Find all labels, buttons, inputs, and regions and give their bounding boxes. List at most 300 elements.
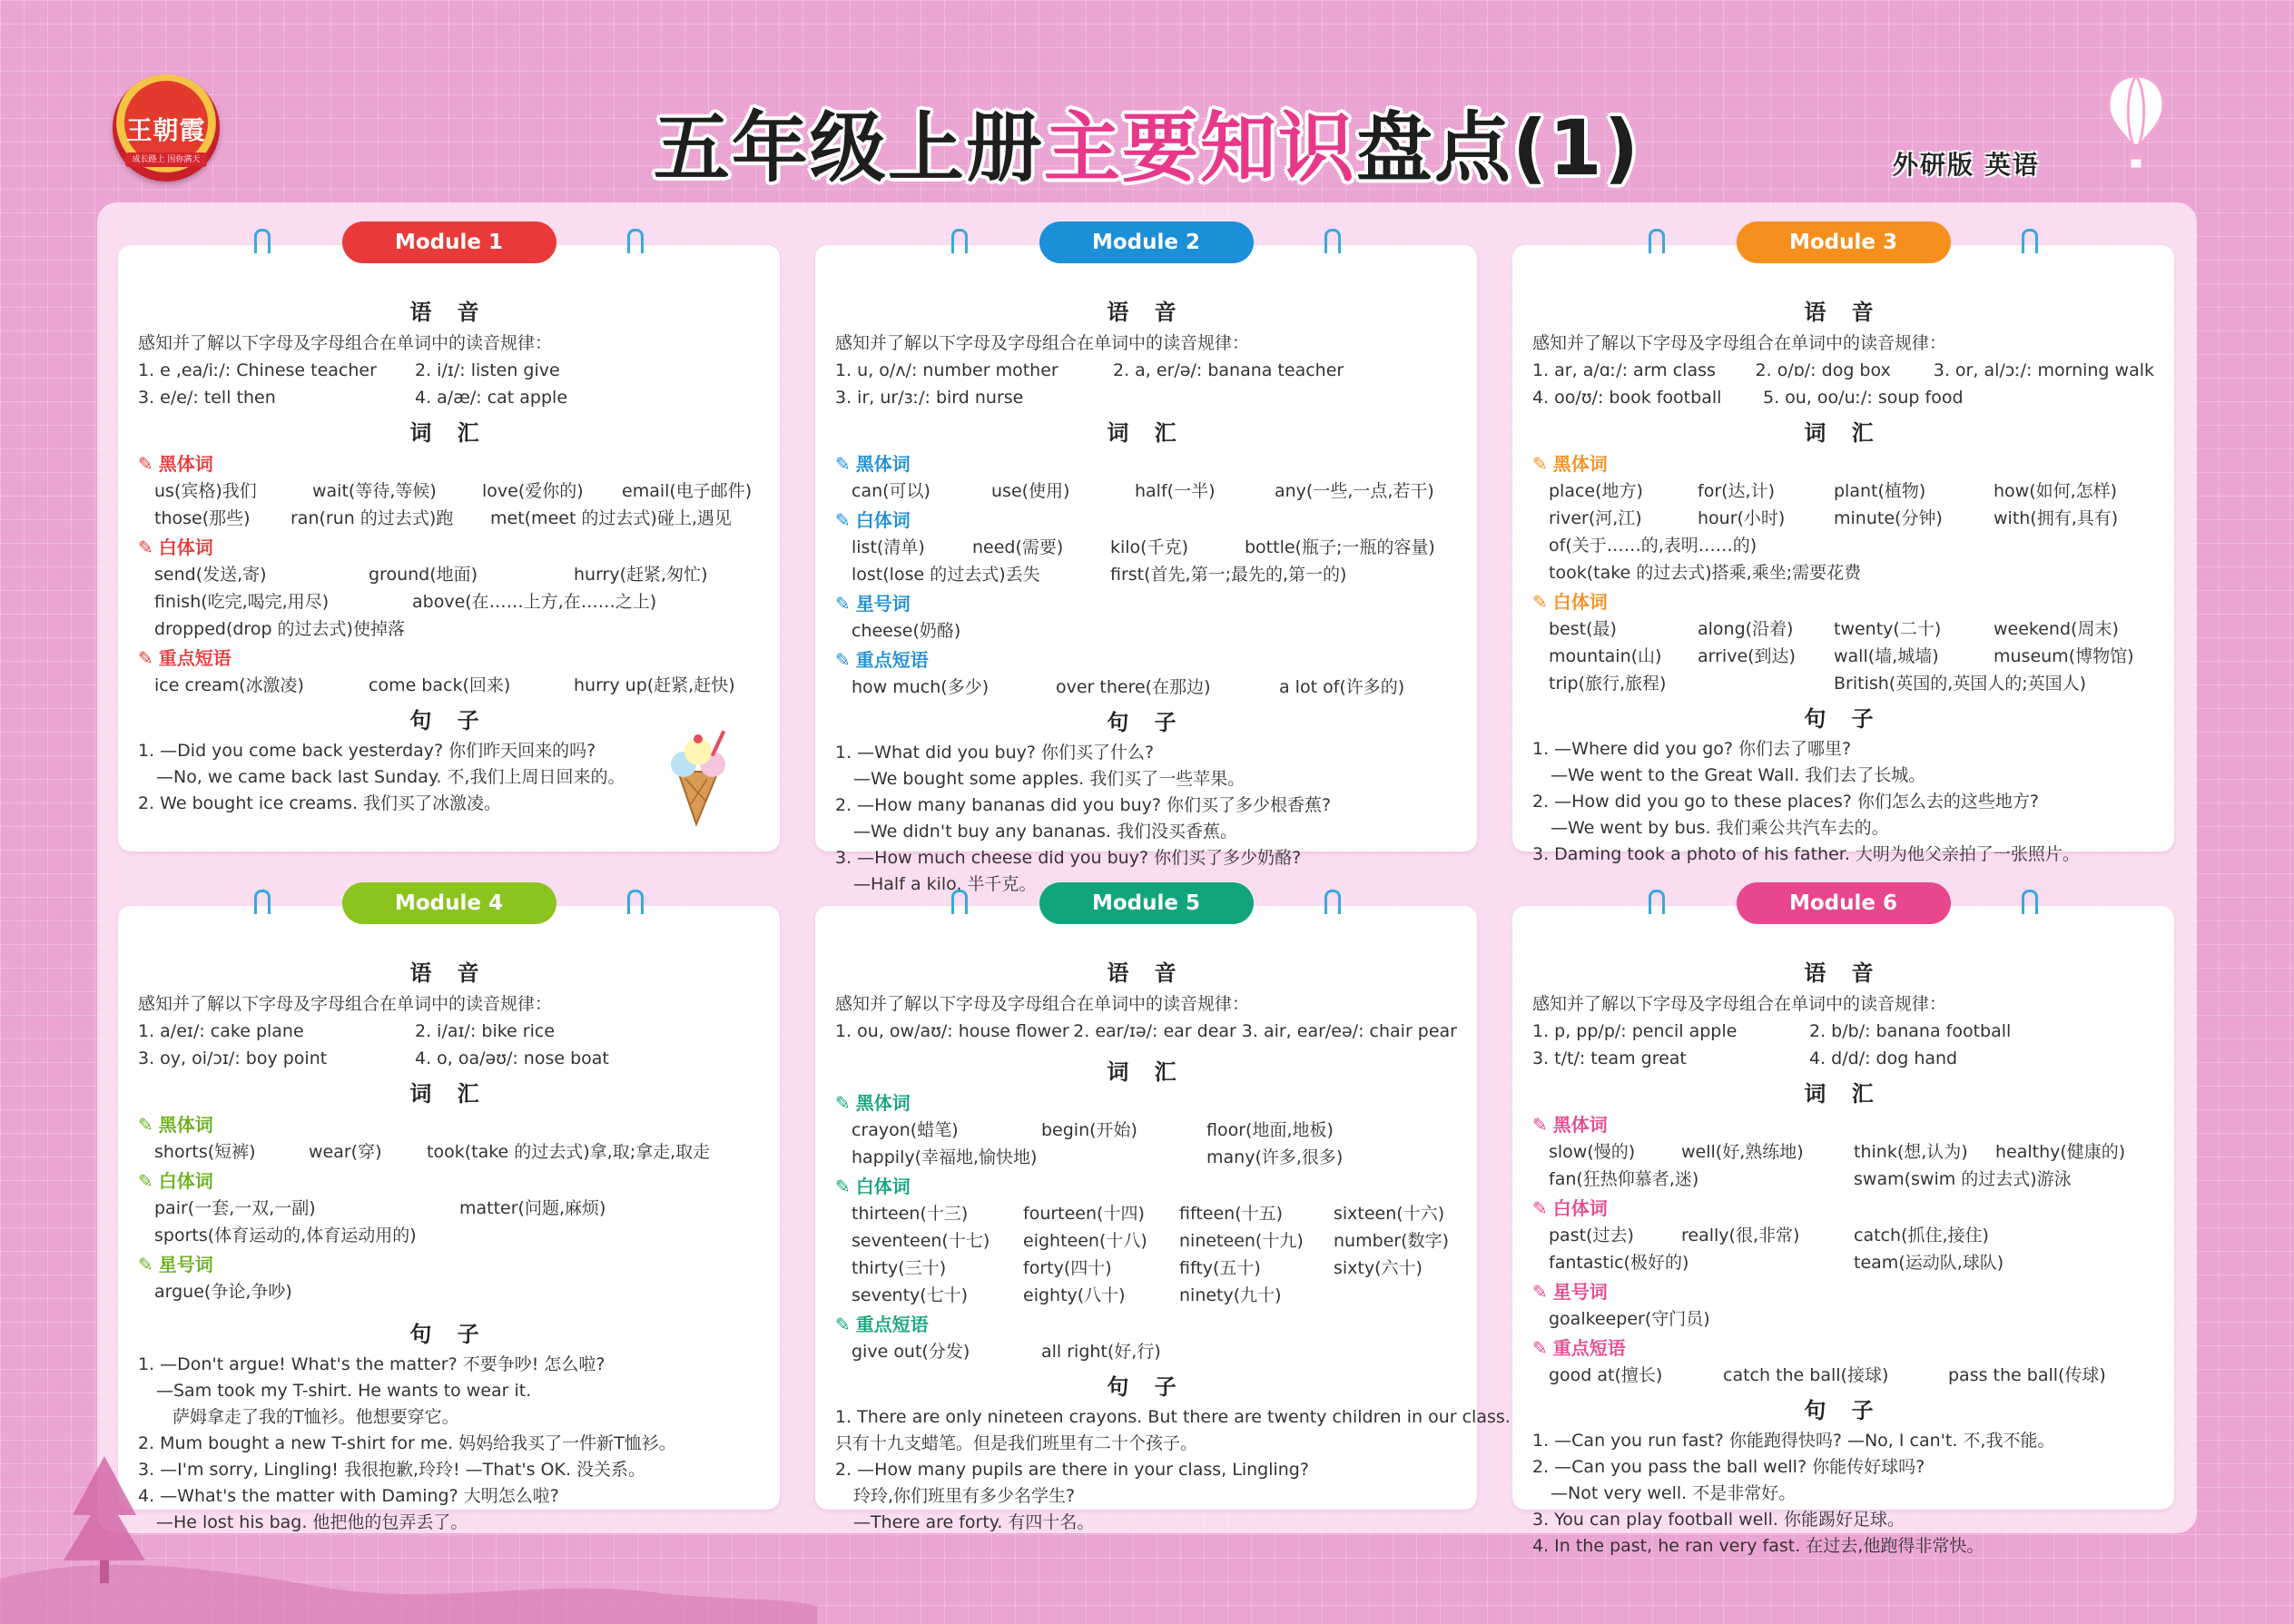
sentence-line: —We went to the Great Wall. 我们去了长城。: [1551, 765, 1926, 785]
category-label: 重点短语: [855, 1314, 929, 1335]
vocab-row: [1532, 1166, 2154, 1193]
phonics-row: [1532, 357, 2154, 384]
sentence-heading: 句 子: [1804, 706, 1883, 732]
tree-decoration: [54, 1452, 154, 1588]
edition-subtitle: 外研版 英语: [1893, 150, 2040, 180]
sentence-line: —We didn't buy any bananas. 我们没买香蕉。: [853, 822, 1237, 842]
title-part-2: 主要知识: [1043, 103, 1356, 192]
vocab-row: [835, 1117, 1457, 1144]
phonics-item: 3. or, al/ɔː/: morning walk: [1933, 360, 2154, 380]
category-heading: [1532, 1195, 2154, 1222]
vocab-item: pair(一套,一双,一副): [154, 1198, 316, 1218]
category-label: 黑体词: [158, 1114, 213, 1136]
pencil-icon: ✎: [835, 1092, 851, 1114]
vocab-row: [1532, 1138, 2154, 1166]
category-label: 星号词: [1552, 1281, 1608, 1303]
vocab-row: [835, 1200, 1457, 1227]
phonics-row: [138, 384, 760, 411]
pencil-icon: ✎: [835, 1176, 851, 1197]
sentence-heading: 句 子: [1107, 1374, 1186, 1400]
sentence-line: 2. —How many bananas did you buy? 你们买了多少根香蕉?: [835, 795, 1332, 815]
module-4-badge: Module 4: [342, 882, 556, 924]
sentence-heading: 句 子: [409, 1322, 488, 1347]
phonics-intro: 感知并了解以下字母及字母组合在单词中的读音规律：: [835, 333, 1250, 353]
binder-ring: [951, 890, 968, 914]
phonics-item: 4. oo/ʊ/: book football: [1532, 388, 1722, 408]
vocab-heading: 词 汇: [1107, 1059, 1186, 1085]
vocab-item: send(发送,寄): [154, 565, 267, 585]
vocab-item: for(达,计): [1698, 481, 1775, 501]
category-heading: [138, 1251, 760, 1278]
vocab-item: trip(旅行,旅程): [1549, 674, 1667, 694]
sentence-line: 2. —Can you pass the ball well? 你能传好球吗?: [1532, 1457, 1925, 1477]
vocab-row: [138, 672, 760, 699]
sentence-line: 萨姆拿走了我的T恤衫。他想要穿它。: [172, 1407, 459, 1427]
phonics-row: [138, 1018, 760, 1045]
pencil-icon: ✎: [138, 536, 153, 558]
vocab-item: British(英国的,英国人的;英国人): [1834, 674, 2087, 694]
vocab-item: eighteen(十八): [1023, 1231, 1147, 1251]
sentence-heading: 句 子: [1804, 1398, 1883, 1423]
binder-ring: [254, 890, 271, 914]
sentence-line: —We went by bus. 我们乘公共汽车去的。: [1551, 818, 1889, 838]
vocab-item: all right(好,行): [1041, 1342, 1161, 1362]
sentence-line: 3. —How much cheese did you buy? 你们买了多少奶酪?: [835, 848, 1302, 868]
phonics-row: [138, 357, 760, 384]
sentence-line: 3. —I'm sorry, Lingling! 我很抱歉,玲玲! —That's OK. 没关系。: [138, 1460, 646, 1480]
logo-text: 王朝霞: [126, 115, 206, 145]
sentence-line: —Not very well. 不是非常好。: [1551, 1483, 1797, 1503]
vocab-item: need(需要): [972, 537, 1064, 557]
sentence-line: 1. —What did you buy? 你们买了什么?: [835, 743, 1155, 763]
vocab-item: matter(问题,麻烦): [459, 1198, 606, 1218]
module-6-card: [1512, 891, 2174, 1556]
vocab-item: over there(在那边): [1056, 677, 1211, 697]
vocab-row: [835, 1338, 1457, 1365]
phonics-intro: 感知并了解以下字母及字母组合在单词中的读音规律：: [835, 994, 1250, 1014]
vocab-item: us(宾格)我们: [154, 481, 257, 501]
ice-cream-icon: [660, 728, 736, 828]
pencil-icon: ✎: [835, 593, 851, 615]
category-heading: [1532, 1111, 2154, 1138]
category-heading: [835, 1311, 1457, 1338]
vocab-row: [138, 588, 760, 615]
category-heading: [1532, 450, 2154, 477]
phonics-heading: 语 音: [1804, 300, 1883, 325]
sentence-line: 4. —What's the matter with Daming? 大明怎么啦?: [138, 1486, 559, 1506]
pencil-icon: ✎: [138, 1170, 153, 1192]
module-2-badge: Module 2: [1039, 221, 1254, 263]
vocab-item: really(很,非常): [1681, 1225, 1800, 1245]
vocab-row: [835, 1282, 1457, 1309]
sentence-line: 1. —Can you run fast? 你能跑得快吗? —No, I can't. 不,我不能。: [1532, 1431, 2055, 1451]
sentence-line: —Sam took my T-shirt. He wants to wear it.: [156, 1381, 532, 1401]
pencil-icon: ✎: [138, 647, 153, 669]
sentence-line: 1. —Don't argue! What's the matter? 不要争吵! 怎么啦?: [138, 1354, 605, 1374]
module-5-card: [815, 891, 1511, 1532]
vocab-item: place(地方): [1549, 481, 1643, 501]
vocab-item: use(使用): [991, 481, 1070, 501]
binder-ring: [627, 890, 644, 914]
vocab-item: healthy(健康的): [1995, 1142, 2126, 1162]
vocab-item: weekend(周末): [1994, 619, 2119, 639]
sentence-line: —He lost his bag. 他把他的包弄丢了。: [156, 1512, 468, 1532]
vocab-row: [835, 534, 1457, 561]
vocab-row: [1532, 615, 2154, 643]
pencil-icon: ✎: [138, 453, 153, 475]
vocab-item: wait(等待,等候): [312, 481, 437, 501]
vocab-item: museum(博物馆): [1994, 646, 2134, 666]
pencil-icon: ✎: [1532, 1197, 1548, 1219]
vocab-row: [835, 1255, 1457, 1282]
sentence-line: 4. In the past, he ran very fast. 在过去,他跑得非常快。: [1532, 1536, 1984, 1556]
sentence-line: —We bought some apples. 我们买了一些苹果。: [853, 769, 1245, 789]
vocab-item: of(关于……的,表明……的): [1549, 536, 1757, 556]
category-label: 星号词: [158, 1254, 213, 1275]
sentence-line: —No, we came back last Sunday. 不,我们上周日回来的。: [156, 767, 625, 787]
sentence-line: 2. —How many pupils are there in your class, Lingling?: [835, 1460, 1309, 1480]
vocab-row: [138, 1138, 760, 1166]
phonics-item: 2. ear/ɪə/: ear dear: [1073, 1021, 1236, 1041]
vocab-item: cheese(奶酪): [852, 621, 961, 641]
category-heading: [138, 1167, 760, 1195]
vocab-row: [1532, 1362, 2154, 1389]
sentence-line: 3. Daming took a photo of his father. 大明为他父亲拍了一张照片。: [1532, 844, 2080, 864]
vocab-item: along(沿着): [1698, 619, 1794, 639]
vocab-item: half(一半): [1135, 481, 1216, 501]
module-1-card: [118, 231, 780, 851]
phonics-intro: 感知并了解以下字母及字母组合在单词中的读音规律：: [1532, 994, 1947, 1014]
phonics-item: 3. air, ear/eə/: chair pear: [1241, 1021, 1457, 1041]
vocab-item: team(运动队,球队): [1854, 1253, 2004, 1273]
title-part-1: 五年级上册: [653, 103, 1044, 192]
vocab-item: took(take 的过去式)搭乘,乘坐;需要花费: [1549, 563, 1862, 583]
category-label: 白体词: [855, 1176, 911, 1197]
module-1-badge: Module 1: [342, 221, 556, 263]
phonics-item: 3. ir, ur/ɜː/: bird nurse: [835, 388, 1024, 408]
vocab-item: ran(run 的过去式)跑: [290, 508, 454, 528]
category-label: 黑体词: [855, 1092, 911, 1114]
module-4-card: [118, 891, 780, 1532]
sentence-line: 2. We bought ice creams. 我们买了冰激凌。: [138, 793, 502, 813]
phonics-item: 1. ar, a/ɑː/: arm class: [1532, 360, 1716, 380]
vocab-row: [138, 477, 760, 505]
vocab-item: good at(擅长): [1549, 1365, 1663, 1385]
vocab-heading: 词 汇: [1804, 1081, 1883, 1107]
vocab-item: argue(争论,争吵): [154, 1282, 292, 1302]
vocab-heading: 词 汇: [1107, 420, 1186, 446]
vocab-item: number(数字): [1334, 1231, 1449, 1251]
category-label: 重点短语: [1552, 1337, 1626, 1359]
phonics-heading: 语 音: [1107, 960, 1186, 986]
vocab-item: eighty(八十): [1023, 1285, 1126, 1305]
vocab-item: fantastic(极好的): [1549, 1253, 1689, 1273]
vocab-item: above(在……上方,在……之上): [412, 592, 657, 612]
phonics-row: [1532, 1045, 2154, 1072]
vocab-item: plant(植物): [1834, 481, 1926, 501]
vocab-item: dropped(drop 的过去式)使掉落: [154, 619, 405, 639]
vocab-row: [835, 674, 1457, 701]
category-label: 白体词: [855, 509, 911, 531]
vocab-item: sixteen(十六): [1334, 1204, 1445, 1224]
category-heading: [138, 645, 760, 672]
vocab-item: how(如何,怎样): [1994, 481, 2118, 501]
vocab-row: [835, 617, 1457, 645]
vocab-heading: 词 汇: [1804, 420, 1883, 446]
sentence-line: —Half a kilo. 半千克。: [853, 874, 1037, 894]
sentence-line: —There are forty. 有四十名。: [853, 1512, 1095, 1532]
phonics-heading: 语 音: [1107, 300, 1186, 325]
binder-ring: [627, 229, 644, 253]
pencil-icon: ✎: [835, 649, 851, 671]
category-label: 白体词: [1552, 1197, 1608, 1219]
vocab-item: shorts(短裤): [154, 1142, 256, 1162]
phonics-row: [835, 1018, 1457, 1045]
vocab-item: seventy(七十): [852, 1285, 969, 1305]
vocab-row: [138, 505, 760, 532]
category-heading: [1532, 588, 2154, 615]
binder-ring: [1649, 890, 1665, 914]
phonics-item: 2. i/aɪ/: bike rice: [415, 1021, 556, 1041]
vocab-item: give out(分发): [852, 1342, 970, 1362]
vocab-item: ninety(九十): [1179, 1285, 1282, 1305]
vocab-item: hurry up(赶紧,赶快): [574, 675, 735, 695]
pencil-icon: ✎: [138, 1254, 153, 1275]
vocab-item: with(拥有,具有): [1994, 508, 2119, 528]
vocab-item: pass the ball(传球): [1948, 1365, 2106, 1385]
category-heading: [1532, 1334, 2154, 1362]
phonics-intro: 感知并了解以下字母及字母组合在单词中的读音规律：: [1532, 333, 1947, 353]
pencil-icon: ✎: [1532, 1337, 1548, 1359]
vocab-row: [835, 1144, 1457, 1171]
vocab-heading: 词 汇: [409, 420, 488, 446]
phonics-item: 1. u, o/ʌ/: number mother: [835, 360, 1058, 380]
vocab-item: best(最): [1549, 619, 1617, 639]
vocab-item: forty(四十): [1023, 1258, 1112, 1278]
phonics-heading: 语 音: [1804, 960, 1883, 986]
phonics-row: [835, 384, 1457, 411]
sentence-line: 1. —Where did you go? 你们去了哪里?: [1532, 739, 1852, 759]
pencil-icon: ✎: [1532, 453, 1548, 475]
phonics-item: 5. ou, oo/uː/: soup food: [1763, 388, 1964, 408]
vocab-item: goalkeeper(守门员): [1549, 1309, 1710, 1329]
vocab-row: [835, 477, 1457, 505]
vocab-item: crayon(蜡笔): [852, 1120, 959, 1140]
vocab-item: swam(swim 的过去式)游泳: [1854, 1169, 2072, 1189]
vocab-item: those(那些): [154, 508, 251, 528]
phonics-row: [1532, 1018, 2154, 1045]
category-heading: [835, 1089, 1457, 1117]
binder-ring: [951, 229, 968, 253]
vocab-row: [835, 1227, 1457, 1255]
vocab-row: [1532, 643, 2154, 670]
vocab-item: love(爱你的): [482, 481, 584, 501]
module-3-card: [1512, 231, 2174, 864]
binder-ring: [2022, 229, 2038, 253]
vocab-heading: 词 汇: [409, 1081, 488, 1107]
vocab-item: fifty(五十): [1179, 1258, 1261, 1278]
vocab-item: wear(穿): [309, 1142, 382, 1162]
category-label: 重点短语: [855, 649, 929, 671]
sentence-line: 1. —Did you come back yesterday? 你们昨天回来的吗?: [138, 741, 596, 761]
phonics-item: 3. t/t/: team great: [1532, 1048, 1687, 1068]
category-label: 星号词: [855, 593, 911, 615]
vocab-item: catch(抓住,接住): [1854, 1225, 1989, 1245]
sentence-line: 只有十九支蜡笔。但是我们班里有二十个孩子。: [835, 1433, 1198, 1453]
vocab-row: [138, 615, 760, 643]
vocab-item: kilo(千克): [1110, 537, 1189, 557]
binder-ring: [2022, 890, 2038, 914]
vocab-item: well(好,熟练地): [1681, 1142, 1804, 1162]
category-label: 白体词: [158, 536, 213, 558]
pencil-icon: ✎: [835, 1314, 851, 1335]
category-heading: [835, 590, 1457, 617]
phonics-intro: 感知并了解以下字母及字母组合在单词中的读音规律：: [138, 994, 553, 1014]
phonics-item: 1. ou, ow/aʊ/: house flower: [835, 1021, 1069, 1041]
vocab-item: happily(幸福地,愉快地): [852, 1147, 1038, 1167]
phonics-item: 1. a/eɪ/: cake plane: [138, 1021, 304, 1041]
vocab-item: fan(狂热仰慕者,迷): [1549, 1169, 1699, 1189]
vocab-item: hour(小时): [1698, 508, 1786, 528]
binder-ring: [254, 229, 271, 253]
phonics-heading: 语 音: [409, 960, 488, 986]
vocab-item: ice cream(冰激凌): [154, 675, 304, 695]
category-heading: [138, 1111, 760, 1138]
binder-ring: [1649, 229, 1665, 253]
module-3-badge: Module 3: [1737, 221, 1951, 263]
vocab-item: lost(lose 的过去式)丢失: [852, 565, 1040, 585]
category-heading: [835, 646, 1457, 674]
vocab-item: minute(分钟): [1834, 508, 1943, 528]
sentence-line: 2. —How did you go to these places? 你们怎么去的这些地方?: [1532, 792, 2039, 812]
pencil-icon: ✎: [1532, 1281, 1548, 1303]
phonics-item: 4. d/d/: dog hand: [1809, 1048, 1958, 1068]
vocab-item: fifteen(十五): [1179, 1204, 1284, 1224]
vocab-item: catch the ball(接球): [1723, 1365, 1889, 1385]
sentence-line: 1. There are only nineteen crayons. But there are twenty children in our class.: [835, 1407, 1511, 1427]
phonics-row: [1532, 384, 2154, 411]
category-heading: [835, 507, 1457, 534]
phonics-intro: 感知并了解以下字母及字母组合在单词中的读音规律：: [138, 333, 553, 353]
category-heading: [138, 534, 760, 561]
pencil-icon: ✎: [835, 453, 851, 475]
category-heading: [1532, 1278, 2154, 1305]
binder-ring: [1324, 229, 1341, 253]
vocab-row: [1532, 1305, 2154, 1333]
vocab-row: [138, 1278, 760, 1305]
sentence-line: 3. You can play football well. 你能踢好足球。: [1532, 1510, 1905, 1530]
phonics-item: 2. i/ɪ/: listen give: [415, 360, 560, 380]
phonics-item: 1. e ,ea/iː/: Chinese teacher: [138, 360, 377, 380]
vocab-row: [1532, 1249, 2154, 1276]
vocab-item: slow(慢的): [1549, 1142, 1636, 1162]
vocab-row: [1532, 477, 2154, 505]
title-part-3: 盘点(1): [1355, 103, 1641, 192]
vocab-item: ground(地面): [369, 565, 478, 585]
vocab-item: sports(体育运动的,体育运动用的): [154, 1225, 417, 1245]
phonics-item: 3. e/e/: tell then: [138, 388, 276, 408]
category-label: 白体词: [158, 1170, 213, 1192]
phonics-row: [835, 357, 1457, 384]
vocab-item: sixty(六十): [1334, 1258, 1423, 1278]
vocab-item: begin(开始): [1041, 1120, 1137, 1140]
vocab-item: met(meet 的过去式)碰上,遇见: [490, 508, 732, 528]
sentence-heading: 句 子: [409, 708, 488, 733]
phonics-item: 4. o, oa/əʊ/: nose boat: [415, 1048, 609, 1068]
phonics-row: [138, 1045, 760, 1072]
vocab-row: [1532, 532, 2154, 559]
vocab-item: thirty(三十): [852, 1258, 947, 1278]
category-label: 黑体词: [1552, 1114, 1608, 1136]
vocab-item: any(一些,一点,若干): [1275, 481, 1434, 501]
vocab-item: list(清单): [852, 537, 925, 557]
vocab-item: took(take 的过去式)拿,取;拿走,取走: [427, 1142, 711, 1162]
vocab-item: think(想,认为): [1854, 1142, 1968, 1162]
vocab-item: first(首先,第一;最先的,第一的): [1110, 565, 1347, 585]
vocab-item: can(可以): [852, 481, 930, 501]
phonics-heading: 语 音: [409, 300, 488, 325]
logo-band: 成长路上 因你满天: [125, 153, 207, 167]
vocab-item: past(过去): [1549, 1225, 1634, 1245]
vocab-item: twenty(二十): [1834, 619, 1942, 639]
pencil-icon: ✎: [1532, 591, 1548, 613]
vocab-item: how much(多少): [852, 677, 989, 697]
vocab-row: [835, 561, 1457, 588]
vocab-row: [1532, 505, 2154, 532]
hot-air-balloon-icon: [2104, 73, 2168, 172]
module-6-badge: Module 6: [1737, 882, 1951, 924]
phonics-item: 3. oy, oi/ɔɪ/: boy point: [138, 1048, 328, 1068]
sentence-heading: 句 子: [1107, 710, 1186, 735]
vocab-item: a lot of(许多的): [1279, 677, 1405, 697]
phonics-item: 4. a/æ/: cat apple: [415, 388, 568, 408]
vocab-item: floor(地面,地板): [1206, 1120, 1334, 1140]
phonics-item: 2. o/ɒ/: dog box: [1755, 360, 1891, 380]
sentence-line: 玲玲,你们班里有多少名学生?: [853, 1486, 1076, 1506]
vocab-item: seventeen(十七): [852, 1231, 990, 1251]
category-label: 重点短语: [158, 647, 231, 669]
phonics-item: 1. p, pp/p/: pencil apple: [1532, 1021, 1738, 1041]
vocab-item: river(河,江): [1549, 508, 1642, 528]
vocab-item: mountain(山): [1549, 646, 1662, 666]
pencil-icon: ✎: [835, 509, 851, 531]
vocab-item: many(许多,很多): [1206, 1147, 1344, 1167]
vocab-item: wall(墙,城墙): [1834, 646, 1939, 666]
category-label: 黑体词: [1552, 453, 1608, 475]
category-label: 黑体词: [158, 453, 213, 475]
category-heading: [138, 450, 760, 477]
pencil-icon: ✎: [1532, 1114, 1548, 1136]
vocab-row: [1532, 670, 2154, 697]
vocab-item: finish(吃完,喝完,用尽): [154, 592, 330, 612]
module-5-badge: Module 5: [1039, 882, 1254, 924]
category-label: 黑体词: [855, 453, 911, 475]
phonics-item: 2. a, er/ə/: banana teacher: [1113, 360, 1344, 380]
vocab-row: [1532, 1222, 2154, 1249]
phonics-item: 2. b/b/: banana football: [1809, 1021, 2012, 1041]
vocab-row: [138, 1195, 760, 1222]
vocab-item: hurry(赶紧,匆忙): [574, 565, 708, 585]
category-label: 白体词: [1552, 591, 1608, 613]
vocab-item: come back(回来): [369, 675, 511, 695]
module-2-card: [815, 231, 1477, 894]
vocab-item: nineteen(十九): [1179, 1231, 1304, 1251]
category-heading: [835, 450, 1457, 477]
pencil-icon: ✎: [138, 1114, 153, 1136]
vocab-item: arrive(到达): [1698, 646, 1796, 666]
vocab-row: [138, 561, 760, 588]
vocab-item: thirteen(十三): [852, 1204, 969, 1224]
